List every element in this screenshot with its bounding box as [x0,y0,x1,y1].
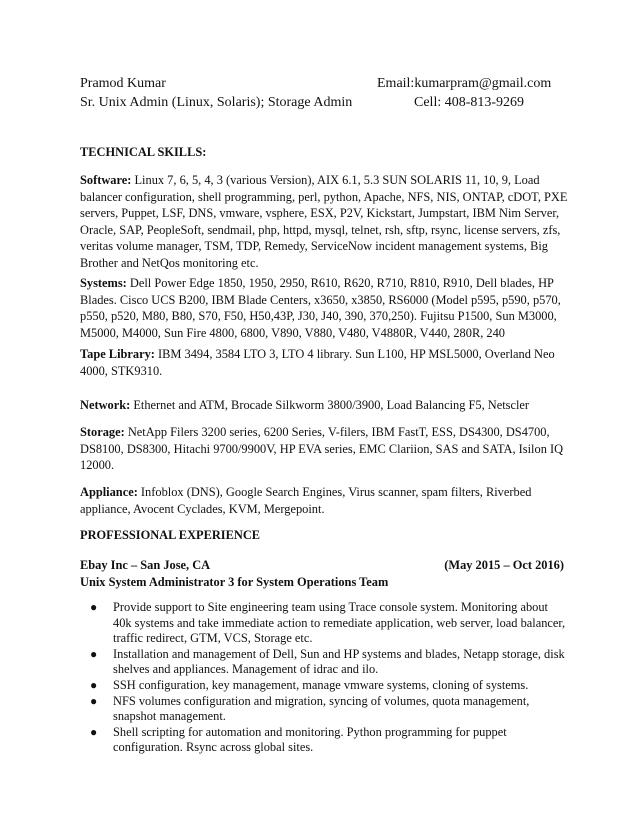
skill-network [80,397,570,414]
skill-text: Ethernet and ATM, Brocade Silkworm 3800/3900, Load Balancing F5, Netscler [130,398,530,412]
job-title: Sr. Unix Admin (Linux, Solaris); Storage Admin [80,95,353,110]
list-item: ● Provide support to Site engineering team using Trace console system. Monitoring about 40k systems and take immediate action to remediate application, web server, load balancer, traffic redirect, GTM, VCS, Storage etc. [90,600,566,646]
bullet-icon: ● [90,677,98,692]
professional-experience-heading: PROFESSIONAL EXPERIENCE [80,528,261,542]
skill-storage [80,424,570,474]
skill-text: IBM 3494, 3584 LTO 3, LTO 4 library. Sun L100, HP MSL5000, Overland Neo 4000, STK9310. [80,347,555,378]
job-dates: (May 2015 – Oct 2016) [444,558,564,572]
cell-phone: Cell: 408-813-9269 [414,95,525,110]
skill-label: Network: [80,398,131,412]
bullet-icon: ● [90,724,98,739]
header-row-1 [80,75,564,93]
skill-text: Linux 7, 6, 5, 4, 3 (various Version), AIX 6.1, 5.3 SUN SOLARIS 11, 10, 9, Load balancer configuration, shell programming, perl, python, Apache, NFS, NIS, ONTAP, cDOT, PXE servers, Puppet, LSF, DNS, vmware, vsphere, ESX, P2V, Kickstart, Jumpstart, IBM Nim Server, Oracle, SAP, PeopleSoft, sendmail, php, httpd, mysql, telnet, rsh, sftp, rsync, license servers, zfs, veritas volume manager, TSM, TDP, Remedy, ServiceNow incident management systems, Big Brother and NetQos monitoring etc. [80,173,568,270]
job-company-line [80,557,564,574]
skill-label: Appliance: [80,485,138,499]
job-role: Unix System Administrator 3 for System Operations Team [80,575,389,589]
list-item: ● NFS volumes configuration and migration, syncing of volumes, quota management, snapshot management. [90,693,530,724]
bullet-icon: ● [90,646,98,661]
skill-text: NetApp Filers 3200 series, 6200 Series, V-filers, IBM FastT, ESS, DS4300, DS4700, DS8100, DS8300, Hitachi 9700/9900V, HP EVA series, EMC Clariion, SAS and SATA, Isilon IQ 12000. [80,425,564,472]
job-role-line [80,574,564,591]
skill-appliance [80,484,570,517]
bullet-icon: ● [90,600,98,614]
skill-text: Infoblox (DNS), Google Search Engines, Virus scanner, spam filters, Riverbed appliance, Avocent Cyclades, KVM, Mergepoint. [80,485,532,516]
list-item: ● SSH configuration, key management, manage vmware systems, cloning of systems. [90,677,529,692]
email: Email:kumarpram@gmail.com [377,76,552,91]
header-row-2 [80,94,564,112]
skill-tape-library [80,346,570,379]
candidate-name: Pramod Kumar [80,76,166,91]
skill-label: Tape Library: [80,347,155,361]
job-bullet-list [80,600,568,756]
bullet-icon: ● [90,693,98,708]
skill-text: Dell Power Edge 1850, 1950, 2950, R610, R620, R710, R810, R910, Dell blades, HP Blades. Cisco UCS B200, IBM Blade Centers, x3650, x3850, RS6000 (Model p595, p590, p570, p550, p520, M80, B80, S70, F50, H50,43P, J30, J40, 390, 370,250). Fujitsu P1500, Sun M3000, M5000, M4000, Sun Fire 4800, 6800, V890, V880, V480, V4880R, V440, 280R, 240 [80,276,561,340]
skill-label: Storage: [80,425,125,439]
job-company: Ebay Inc – San Jose, CA [80,558,211,572]
list-item: ● Installation and management of Dell, Sun and HP systems and blades, Netapp storage, disk shelves and appliances. Management of idrac and ilo. [90,646,565,677]
skill-label: Systems: [80,276,127,290]
skill-systems [80,275,570,341]
skill-label: Software: [80,173,132,187]
list-item: ● Shell scripting for automation and monitoring. Python programming for puppet configuration. Rsync across global sites. [90,724,507,755]
technical-skills-heading: TECHNICAL SKILLS: [80,145,207,159]
skill-software [80,172,570,271]
